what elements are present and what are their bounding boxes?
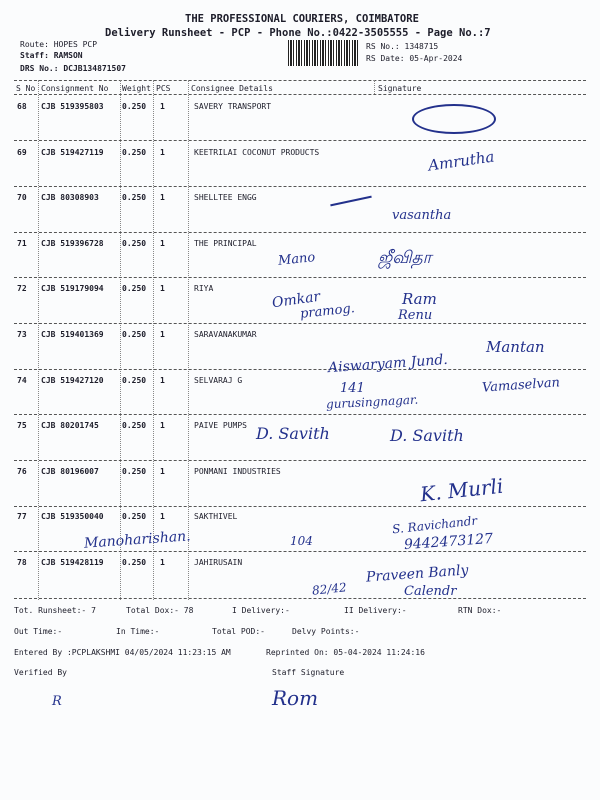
row-consignee: SAKTHIVEL bbox=[194, 512, 238, 522]
company-name: THE PROFESSIONAL COURIERS, COIMBATORE bbox=[185, 13, 419, 25]
handwriting-r72a: Omkar bbox=[271, 288, 322, 312]
handwriting-r70: vasantha bbox=[392, 208, 452, 223]
row-weight: 0.250 bbox=[122, 558, 147, 567]
row-sno: 73 bbox=[17, 330, 27, 339]
ii-delivery: II Delivery:- bbox=[344, 606, 407, 615]
staff-signature-label: Staff Signature bbox=[272, 668, 345, 677]
row-consignee: KEETRILAI COCONUT PRODUCTS bbox=[194, 147, 320, 157]
handwriting-r77b: S. Ravichandr bbox=[391, 513, 478, 537]
row-cno: CJB 519396728 bbox=[41, 238, 104, 248]
handwriting-r77a: Manoharishan. bbox=[83, 528, 192, 552]
delvy-points: Delvy Points:- bbox=[292, 627, 360, 636]
row-sno: 77 bbox=[17, 512, 27, 522]
row-weight: 0.250 bbox=[122, 238, 147, 248]
handwriting-r74a: 141 bbox=[340, 381, 365, 396]
handwriting-r74c: Vamaselvan bbox=[481, 375, 561, 396]
col-consignee: Consignee Details bbox=[191, 84, 273, 93]
row-pcs: 1 bbox=[160, 421, 165, 431]
row-weight: 0.250 bbox=[122, 466, 147, 476]
handwriting-r78a: Praveen Banly bbox=[365, 562, 469, 586]
row-sno: 76 bbox=[17, 466, 27, 476]
row-cno: CJB 519401369 bbox=[41, 330, 104, 339]
row-cno: CJB 519350040 bbox=[41, 512, 104, 522]
row-consignee: SHELLTEE ENGG bbox=[194, 193, 257, 203]
row-pcs: 1 bbox=[160, 512, 165, 522]
in-time: In Time:- bbox=[116, 627, 160, 636]
col-consignment: Consignment No bbox=[41, 84, 109, 93]
row-pcs: 1 bbox=[160, 147, 165, 157]
row-weight: 0.250 bbox=[122, 421, 147, 431]
row-cno: CJB 80196007 bbox=[41, 466, 99, 476]
staff-signature-scribble: Rom bbox=[272, 686, 319, 710]
row-consignee: SAVERY TRANSPORT bbox=[194, 102, 272, 111]
staff-label: Staff: RAMSON bbox=[20, 51, 83, 60]
row-pcs: 1 bbox=[160, 466, 165, 476]
row-pcs: 1 bbox=[160, 284, 165, 294]
row-cno: CJB 519427120 bbox=[41, 375, 104, 385]
row-sno: 74 bbox=[17, 375, 27, 385]
row-consignee: PAIVE PUMPS bbox=[194, 421, 247, 431]
row-cno: CJB 80201745 bbox=[41, 421, 99, 431]
pen-stroke-70 bbox=[330, 196, 371, 207]
handwriting-r78b: 82/42 bbox=[311, 580, 348, 598]
handwriting-r72d: Renu bbox=[398, 308, 433, 323]
total-pod: Total POD:- bbox=[212, 627, 265, 636]
barcode bbox=[288, 40, 358, 66]
row-weight: 0.250 bbox=[122, 102, 147, 111]
handwriting-r77d: 104 bbox=[290, 534, 313, 548]
rs-number: RS No.: 1348715 bbox=[366, 42, 439, 51]
col-weight: Weight bbox=[122, 84, 151, 93]
handwriting-r69: Amrutha bbox=[427, 147, 496, 175]
row-cno: CJB 519395803 bbox=[41, 102, 104, 111]
row-weight: 0.250 bbox=[122, 512, 147, 522]
entered-by: Entered By :PCPLAKSHMI 04/05/2024 11:23:15 AM bbox=[14, 648, 231, 657]
out-time: Out Time:- bbox=[14, 627, 63, 636]
col-sno: S No bbox=[16, 84, 36, 93]
row-cno: CJB 519427119 bbox=[41, 147, 104, 157]
row-pcs: 1 bbox=[160, 330, 165, 339]
handwriting-r77c: 9442473127 bbox=[403, 530, 494, 554]
row-weight: 0.250 bbox=[122, 375, 147, 385]
row-sno: 78 bbox=[17, 558, 27, 567]
row-cno: CJB 80308903 bbox=[41, 193, 99, 203]
row-sno: 71 bbox=[17, 238, 27, 248]
handwriting-r75b: D. Savith bbox=[390, 426, 464, 445]
row-sno: 72 bbox=[17, 284, 27, 294]
row-consignee: SARAVANAKUMAR bbox=[194, 330, 257, 339]
handwriting-r72c: Ram bbox=[402, 290, 437, 308]
row-pcs: 1 bbox=[160, 558, 165, 567]
handwriting-r71b: ஜீவிதா bbox=[378, 248, 432, 268]
row-consignee: SELVARAJ G bbox=[194, 375, 243, 385]
handwriting-r78c: Calendr bbox=[404, 584, 457, 599]
row-consignee: THE PRINCIPAL bbox=[194, 238, 257, 248]
row-weight: 0.250 bbox=[122, 330, 147, 339]
row-consignee: RIYA bbox=[194, 284, 214, 294]
verified-by-label: Verified By bbox=[14, 668, 67, 677]
drs-number: DRS No.: DCJB134871507 bbox=[20, 64, 126, 73]
handwriting-r71a: Mano bbox=[277, 250, 316, 269]
tot-runsheet: Tot. Runsheet:- 7 bbox=[14, 606, 96, 615]
reprinted-on: Reprinted On: 05-04-2024 11:24:16 bbox=[266, 648, 425, 657]
handwriting-r76: K. Murli bbox=[418, 473, 505, 507]
row-sno: 70 bbox=[17, 193, 27, 203]
total-dox: Total Dox:- 78 bbox=[126, 606, 194, 615]
runsheet-subtitle: Delivery Runsheet - PCP - Phone No.:0422-3505555 - Page No.:7 bbox=[105, 27, 491, 39]
verified-by-initial: R bbox=[52, 694, 62, 709]
row-pcs: 1 bbox=[160, 193, 165, 203]
row-cno: CJB 519179094 bbox=[41, 284, 104, 294]
i-delivery: I Delivery:- bbox=[232, 606, 290, 615]
row-sno: 75 bbox=[17, 421, 27, 431]
signature-scribble-68 bbox=[412, 104, 496, 134]
row-pcs: 1 bbox=[160, 102, 165, 111]
rtn-dox: RTN Dox:- bbox=[458, 606, 502, 615]
row-weight: 0.250 bbox=[122, 193, 147, 203]
handwriting-r72b: pramog. bbox=[299, 301, 356, 322]
handwriting-r73a: Aiswaryam Jund. bbox=[327, 351, 449, 377]
row-cno: CJB 519428119 bbox=[41, 558, 104, 567]
row-sno: 69 bbox=[17, 147, 27, 157]
route-label: Route: HOPES PCP bbox=[20, 40, 98, 49]
row-weight: 0.250 bbox=[122, 284, 147, 294]
row-pcs: 1 bbox=[160, 375, 165, 385]
handwriting-r74b: gurusingnagar. bbox=[325, 392, 419, 412]
row-weight: 0.250 bbox=[122, 147, 147, 157]
col-pcs: PCS bbox=[156, 84, 171, 93]
col-signature: Signature bbox=[378, 84, 422, 93]
row-consignee: JAHIRUSAIN bbox=[194, 558, 243, 567]
rs-date: RS Date: 05-Apr-2024 bbox=[366, 54, 463, 63]
handwriting-r73b: Mantan bbox=[486, 338, 545, 356]
row-sno: 68 bbox=[17, 102, 27, 111]
row-consignee: PONMANI INDUSTRIES bbox=[194, 466, 281, 476]
row-pcs: 1 bbox=[160, 238, 165, 248]
handwriting-r75a: D. Savith bbox=[256, 424, 330, 443]
